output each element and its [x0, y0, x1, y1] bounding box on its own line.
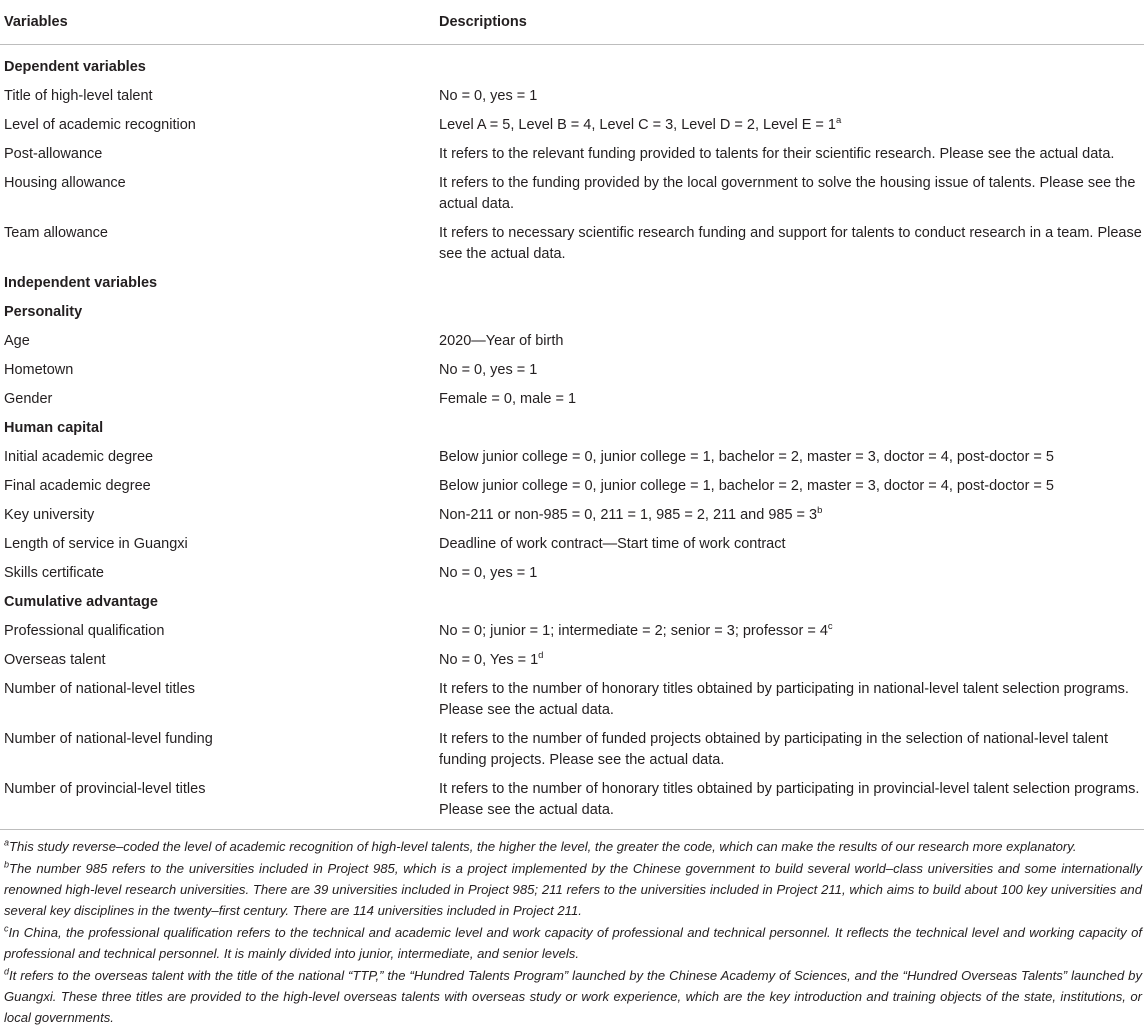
table-row	[0, 82, 1144, 111]
table-row	[0, 169, 1144, 219]
description-text: Below junior college = 0, junior college = 1, bachelor = 2, master = 3, doctor = 4, post-doctor = 5	[439, 478, 1054, 494]
description-text: Female = 0, male = 1	[439, 391, 577, 407]
table-row	[0, 327, 1144, 356]
footnote-d	[4, 965, 1142, 1028]
section-label: Personality	[4, 304, 83, 320]
variable-description	[439, 775, 1144, 829]
footnote-mark: c	[4, 923, 9, 934]
table-row	[0, 385, 1144, 414]
variable-description	[439, 530, 1144, 559]
table-row	[0, 530, 1144, 559]
description-text: It refers to necessary scientific research funding and support for talents to conduct research in a team. Please see the actual data.	[439, 225, 1142, 262]
section-header-row	[0, 45, 1144, 83]
description-text: No = 0, yes = 1	[439, 88, 538, 104]
footnote-mark: d	[4, 966, 10, 977]
variable-name: Team allowance	[4, 225, 108, 241]
description-text: No = 0, yes = 1	[439, 362, 538, 378]
variable-description	[439, 169, 1144, 219]
variable-name: Housing allowance	[4, 175, 126, 191]
variable-name: Title of high-level talent	[4, 88, 153, 104]
variable-name: Age	[4, 333, 30, 349]
table-row	[0, 725, 1144, 775]
variable-description	[439, 588, 1144, 617]
description-text: It refers to the relevant funding provided to talents for their scientific research. Please see the actual data.	[439, 146, 1115, 162]
section-label: Independent variables	[4, 275, 158, 291]
variable-description	[439, 617, 1144, 646]
table-body	[0, 45, 1144, 830]
variable-description	[439, 646, 1144, 675]
variable-name: Number of national-level funding	[4, 731, 213, 747]
variable-description	[439, 725, 1144, 775]
table-row	[0, 559, 1144, 588]
section-header-row	[0, 269, 1144, 298]
footnote-marker: b	[817, 505, 823, 517]
footnote-text: It refers to the overseas talent with the title of the national “TTP,” the “Hundred Talents Program” launched by the Chinese Academy of Sciences, and the “Hundred Overseas Talents” launched by Guangxi. These three titles are provided to the high-level overseas talents with overseas study or work experience, which are the key introduction and training objects of the state, institutions, or local governments.	[4, 968, 1142, 1025]
description-text: No = 0, Yes = 1	[439, 652, 539, 668]
footnote-mark: a	[4, 837, 10, 848]
description-text: 2020—Year of birth	[439, 333, 564, 349]
footnote-marker: c	[827, 621, 833, 633]
table-row	[0, 472, 1144, 501]
variable-description	[439, 472, 1144, 501]
variable-name: Skills certificate	[4, 565, 104, 581]
header-row	[0, 0, 1144, 45]
description-text: It refers to the number of honorary titles obtained by participating in national-level talent selection programs. Please see the actual data.	[439, 681, 1129, 718]
variable-description	[439, 219, 1144, 269]
table-row	[0, 219, 1144, 269]
description-text: Below junior college = 0, junior college = 1, bachelor = 2, master = 3, doctor = 4, post-doctor = 5	[439, 449, 1054, 465]
section-header-row	[0, 414, 1144, 443]
description-text: No = 0, yes = 1	[439, 565, 538, 581]
variable-description	[439, 356, 1144, 385]
variable-name: Number of national-level titles	[4, 681, 196, 697]
variable-name: Post-allowance	[4, 146, 103, 162]
footnote-marker: a	[836, 115, 842, 127]
variable-description	[439, 501, 1144, 530]
table-header	[0, 0, 1144, 45]
variable-name: Length of service in Guangxi	[4, 536, 188, 552]
table-row	[0, 443, 1144, 472]
section-label: Cumulative advantage	[4, 594, 158, 610]
header-variables: Variables	[0, 0, 439, 45]
section-header-row	[0, 588, 1144, 617]
footnote-mark: b	[4, 859, 10, 870]
variable-description	[439, 298, 1144, 327]
table-footnotes	[0, 829, 1144, 1028]
variable-name: Gender	[4, 391, 53, 407]
variable-name: Final academic degree	[4, 478, 151, 494]
footnote-marker: d	[538, 650, 544, 662]
table-row	[0, 617, 1144, 646]
variable-description	[439, 140, 1144, 169]
description-text: No = 0; junior = 1; intermediate = 2; senior = 3; professor = 4	[439, 623, 828, 639]
variable-name: Number of provincial-level titles	[4, 781, 206, 797]
table-row	[0, 111, 1144, 140]
description-text: It refers to the number of honorary titles obtained by participating in provincial-level talent selection programs. Please see the actual data.	[439, 781, 1140, 818]
footnote-text: The number 985 refers to the universities included in Project 985, which is a project implemented by the Chinese government to build several world–class universities and some internationally renowned high-level research universities. There are 39 universities included in Project 985; 211 refers to the universities included in Project 211, which aims to build about 100 key universities and several key disciplines in the twenty–first century. There are 114 universities included in Project 211.	[4, 861, 1142, 918]
variable-description	[439, 385, 1144, 414]
description-text: Deadline of work contract—Start time of work contract	[439, 536, 786, 552]
header-descriptions: Descriptions	[439, 0, 1144, 45]
table-row	[0, 140, 1144, 169]
table-row	[0, 675, 1144, 725]
variable-description	[439, 327, 1144, 356]
footnote-a	[4, 836, 1142, 857]
variable-name: Initial academic degree	[4, 449, 154, 465]
footnote-text: In China, the professional qualification refers to the technical and academic level and work capacity of professional and technical personnel. It reflects the technical level and working capacity of professional and technical personnel. It is mainly divided into junior, intermediate, and senior levels.	[4, 925, 1142, 961]
variable-name: Level of academic recognition	[4, 117, 196, 133]
table-row	[0, 775, 1144, 829]
description-text: Level A = 5, Level B = 4, Level C = 3, Level D = 2, Level E = 1	[439, 117, 836, 133]
variable-description	[439, 559, 1144, 588]
section-label: Dependent variables	[4, 59, 146, 75]
description-text: It refers to the funding provided by the local government to solve the housing issue of talents. Please see the actual data.	[439, 175, 1136, 212]
variable-description	[439, 111, 1144, 140]
table-row	[0, 646, 1144, 675]
description-text: Non-211 or non-985 = 0, 211 = 1, 985 = 2, 211 and 985 = 3	[439, 507, 818, 523]
variable-name: Key university	[4, 507, 95, 523]
section-header-row	[0, 298, 1144, 327]
footnote-c	[4, 922, 1142, 964]
variable-description	[439, 45, 1144, 83]
footnote-b	[4, 858, 1142, 921]
footnote-text: This study reverse–coded the level of academic recognition of high-level talents, the higher the level, the greater the code, which can make the results of our research more explanatory.	[9, 839, 1077, 854]
section-label: Human capital	[4, 420, 104, 436]
description-text: It refers to the number of funded projects obtained by participating in the selection of national-level talent funding projects. Please see the actual data.	[439, 731, 1109, 768]
variable-name: Hometown	[4, 362, 74, 378]
variable-description	[439, 443, 1144, 472]
variable-description	[439, 269, 1144, 298]
variable-name: Overseas talent	[4, 652, 106, 668]
variable-description	[439, 82, 1144, 111]
variable-name: Professional qualification	[4, 623, 165, 639]
table-row	[0, 501, 1144, 530]
table-row	[0, 356, 1144, 385]
variable-description	[439, 675, 1144, 725]
variable-description	[439, 414, 1144, 443]
